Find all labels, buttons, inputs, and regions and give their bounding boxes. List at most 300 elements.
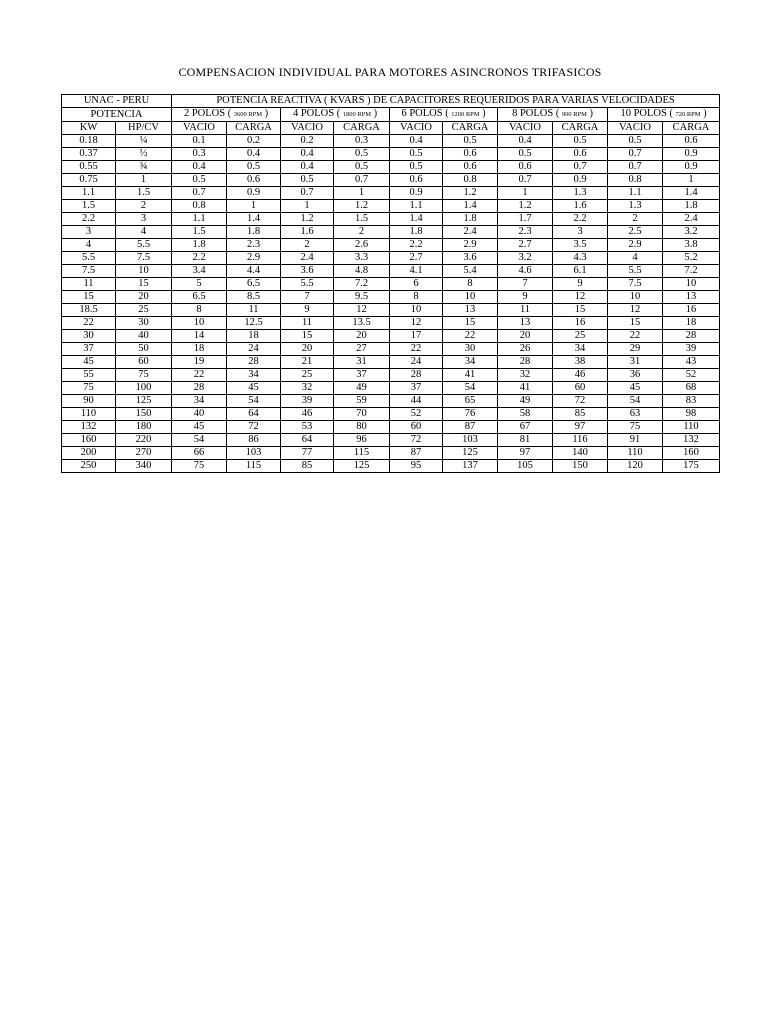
- table-cell: 0.7: [334, 174, 390, 187]
- table-cell: 2.9: [608, 239, 663, 252]
- table-cell: 58: [498, 408, 553, 421]
- table-cell: 90: [62, 395, 116, 408]
- table-cell: 25: [281, 369, 334, 382]
- table-cell: 13.5: [334, 317, 390, 330]
- table-cell: 1.8: [443, 213, 498, 226]
- table-cell: 40: [116, 330, 172, 343]
- table-cell: 1: [498, 187, 553, 200]
- table-cell: 34: [553, 343, 608, 356]
- table-cell: 54: [443, 382, 498, 395]
- table-cell: 12: [553, 291, 608, 304]
- table-cell: 75: [62, 382, 116, 395]
- table-cell: 0.75: [62, 174, 116, 187]
- table-cell: 1.1: [608, 187, 663, 200]
- table-cell: 1: [334, 187, 390, 200]
- pole-header-cell: [608, 108, 720, 122]
- table-cell: 14: [172, 330, 227, 343]
- table-cell: 4.3: [553, 252, 608, 265]
- table-cell: 100: [116, 382, 172, 395]
- table-cell: 1.8: [227, 226, 281, 239]
- table-cell: 18: [172, 343, 227, 356]
- table-cell: 39: [281, 395, 334, 408]
- table-row: [62, 213, 720, 226]
- table-cell: 0.8: [172, 200, 227, 213]
- table-cell: 4.4: [227, 265, 281, 278]
- table-cell: 15: [281, 330, 334, 343]
- table-cell: 26: [498, 343, 553, 356]
- table-cell: 125: [334, 460, 390, 473]
- table-cell: 2.7: [390, 252, 443, 265]
- table-cell: 1: [281, 200, 334, 213]
- table-cell: 72: [553, 395, 608, 408]
- table-cell: 0.7: [281, 187, 334, 200]
- table-row: [62, 187, 720, 200]
- capacitor-table: [61, 94, 720, 473]
- table-cell: 12.5: [227, 317, 281, 330]
- table-cell: 132: [663, 434, 720, 447]
- table-cell: 1.5: [116, 187, 172, 200]
- table-cell: 7.2: [334, 278, 390, 291]
- paren-open: (: [336, 108, 341, 119]
- table-cell: 3.3: [334, 252, 390, 265]
- table-cell: 96: [334, 434, 390, 447]
- column-header: VACIO: [390, 122, 443, 135]
- table-cell: 59: [334, 395, 390, 408]
- table-cell: 9: [553, 278, 608, 291]
- table-cell: 76: [443, 408, 498, 421]
- table-cell: 3: [553, 226, 608, 239]
- table-cell: 5: [172, 278, 227, 291]
- table-row: [62, 252, 720, 265]
- table-cell: 4: [62, 239, 116, 252]
- table-cell: 270: [116, 447, 172, 460]
- table-cell: 6.1: [553, 265, 608, 278]
- pole-header-cell: [281, 108, 390, 122]
- table-cell: 22: [390, 343, 443, 356]
- table-cell: 7.5: [116, 252, 172, 265]
- table-cell: 110: [608, 447, 663, 460]
- table-cell: 8: [172, 304, 227, 317]
- paren-close: ): [703, 108, 707, 119]
- table-cell: 125: [116, 395, 172, 408]
- table-cell: 4.6: [498, 265, 553, 278]
- table-row: [62, 460, 720, 473]
- table-cell: 75: [116, 369, 172, 382]
- table-row: [62, 408, 720, 421]
- table-cell: 1.4: [443, 200, 498, 213]
- table-cell: 2.5: [608, 226, 663, 239]
- table-cell: 1.5: [334, 213, 390, 226]
- table-cell: 75: [608, 421, 663, 434]
- table-cell: 12: [390, 317, 443, 330]
- table-cell: 49: [498, 395, 553, 408]
- table-row: [62, 265, 720, 278]
- org-cell: UNAC - PERU: [62, 95, 172, 108]
- table-row: [62, 291, 720, 304]
- table-cell: 2.4: [663, 213, 720, 226]
- table-cell: 34: [443, 356, 498, 369]
- table-cell: 44: [390, 395, 443, 408]
- table-cell: 7: [281, 291, 334, 304]
- table-cell: 0.4: [281, 161, 334, 174]
- table-cell: 0.37: [62, 148, 116, 161]
- table-cell: 1.8: [390, 226, 443, 239]
- table-cell: 16: [663, 304, 720, 317]
- table-cell: 0.4: [172, 161, 227, 174]
- table-cell: 0.8: [443, 174, 498, 187]
- column-header: CARGA: [227, 122, 281, 135]
- table-cell: 105: [498, 460, 553, 473]
- paren-open: (: [445, 108, 449, 119]
- table-cell: 15: [608, 317, 663, 330]
- table-cell: ¼: [116, 135, 172, 148]
- pole-header-cell: [498, 108, 608, 122]
- table-cell: 28: [663, 330, 720, 343]
- table-cell: 41: [498, 382, 553, 395]
- table-cell: 3.4: [172, 265, 227, 278]
- table-cell: 0.3: [334, 135, 390, 148]
- table-cell: 0.7: [608, 161, 663, 174]
- table-cell: 2.4: [443, 226, 498, 239]
- table-cell: 72: [390, 434, 443, 447]
- pole-label: 4 POLOS: [292, 108, 335, 119]
- table-cell: 200: [62, 447, 116, 460]
- table-cell: 28: [498, 356, 553, 369]
- table-cell: 2.3: [227, 239, 281, 252]
- table-cell: 0.55: [62, 161, 116, 174]
- table-cell: 5.5: [116, 239, 172, 252]
- table-cell: 0.5: [172, 174, 227, 187]
- table-cell: 97: [553, 421, 608, 434]
- column-header: KW: [62, 122, 116, 135]
- rpm-label: 1800 RPM: [342, 111, 372, 118]
- table-cell: 30: [62, 330, 116, 343]
- table-cell: 3: [62, 226, 116, 239]
- table-cell: 6.5: [227, 278, 281, 291]
- table-cell: 75: [172, 460, 227, 473]
- table-cell: 0.5: [334, 161, 390, 174]
- table-cell: 60: [116, 356, 172, 369]
- table-cell: 250: [62, 460, 116, 473]
- table-cell: 0.4: [281, 148, 334, 161]
- table-cell: 5.5: [281, 278, 334, 291]
- table-cell: 86: [227, 434, 281, 447]
- header-row-2: [62, 108, 720, 122]
- table-cell: 1.4: [390, 213, 443, 226]
- table-cell: 8: [443, 278, 498, 291]
- rpm-label: 900 RPM: [561, 111, 587, 118]
- table-cell: 4.8: [334, 265, 390, 278]
- column-header: CARGA: [334, 122, 390, 135]
- table-cell: 1.1: [172, 213, 227, 226]
- table-cell: 103: [443, 434, 498, 447]
- table-row: [62, 226, 720, 239]
- table-cell: 115: [227, 460, 281, 473]
- table-cell: ¾: [116, 161, 172, 174]
- table-cell: 13: [443, 304, 498, 317]
- table-cell: 36: [608, 369, 663, 382]
- table-cell: 25: [553, 330, 608, 343]
- paren-open: (: [555, 108, 560, 119]
- table-cell: 180: [116, 421, 172, 434]
- table-cell: 66: [172, 447, 227, 460]
- table-cell: 1.2: [334, 200, 390, 213]
- table-cell: 38: [553, 356, 608, 369]
- table-row: [62, 239, 720, 252]
- table-cell: 72: [227, 421, 281, 434]
- table-cell: 0.6: [443, 148, 498, 161]
- table-cell: 54: [227, 395, 281, 408]
- table-cell: 2.6: [334, 239, 390, 252]
- paren-close: ): [482, 108, 486, 119]
- table-cell: 85: [553, 408, 608, 421]
- column-header: CARGA: [443, 122, 498, 135]
- table-cell: 52: [390, 408, 443, 421]
- table-cell: 46: [281, 408, 334, 421]
- table-cell: 115: [334, 447, 390, 460]
- table-cell: 132: [62, 421, 116, 434]
- table-cell: 0.3: [172, 148, 227, 161]
- table-row: [62, 161, 720, 174]
- table-cell: 150: [553, 460, 608, 473]
- pole-header-cell: [172, 108, 281, 122]
- table-cell: 6: [390, 278, 443, 291]
- table-cell: 0.4: [227, 148, 281, 161]
- table-cell: 37: [390, 382, 443, 395]
- column-header: CARGA: [553, 122, 608, 135]
- table-cell: 2.7: [498, 239, 553, 252]
- table-cell: 3.2: [663, 226, 720, 239]
- table-cell: 29: [608, 343, 663, 356]
- table-cell: 11: [227, 304, 281, 317]
- table-cell: 81: [498, 434, 553, 447]
- table-cell: 2.2: [553, 213, 608, 226]
- table-cell: 22: [172, 369, 227, 382]
- table-cell: 1.2: [443, 187, 498, 200]
- table-cell: 0.5: [443, 135, 498, 148]
- table-cell: 24: [227, 343, 281, 356]
- table-cell: 19: [172, 356, 227, 369]
- table-row: [62, 330, 720, 343]
- table-cell: 18: [227, 330, 281, 343]
- table-cell: 1: [227, 200, 281, 213]
- table-cell: 15: [116, 278, 172, 291]
- table-cell: 80: [334, 421, 390, 434]
- rpm-label: 720 RPM: [675, 111, 701, 118]
- table-cell: 17: [390, 330, 443, 343]
- table-cell: 1.5: [172, 226, 227, 239]
- table-cell: 0.6: [227, 174, 281, 187]
- table-cell: 12: [334, 304, 390, 317]
- table-cell: 60: [390, 421, 443, 434]
- table-cell: 20: [116, 291, 172, 304]
- table-cell: 98: [663, 408, 720, 421]
- table-cell: 28: [227, 356, 281, 369]
- table-cell: 0.9: [390, 187, 443, 200]
- table-cell: 1: [663, 174, 720, 187]
- table-cell: 63: [608, 408, 663, 421]
- table-cell: 30: [443, 343, 498, 356]
- table-cell: 24: [390, 356, 443, 369]
- table-cell: 9: [498, 291, 553, 304]
- table-cell: 0.1: [172, 135, 227, 148]
- table-cell: 2.3: [498, 226, 553, 239]
- table-cell: 28: [172, 382, 227, 395]
- table-cell: 5.4: [443, 265, 498, 278]
- table-cell: 39: [663, 343, 720, 356]
- table-cell: 1.8: [172, 239, 227, 252]
- table-cell: 4: [116, 226, 172, 239]
- paren-close: ): [589, 108, 593, 119]
- table-cell: 2.9: [443, 239, 498, 252]
- table-cell: 16: [553, 317, 608, 330]
- table-cell: 140: [553, 447, 608, 460]
- table-cell: 0.5: [281, 174, 334, 187]
- table-cell: 13: [663, 291, 720, 304]
- table-cell: 110: [663, 421, 720, 434]
- table-cell: 65: [443, 395, 498, 408]
- table-cell: 8.5: [227, 291, 281, 304]
- table-cell: 0.6: [498, 161, 553, 174]
- rpm-label: 3600 RPM: [233, 111, 263, 118]
- table-cell: 18.5: [62, 304, 116, 317]
- table-cell: 0.9: [553, 174, 608, 187]
- table-cell: 0.5: [227, 161, 281, 174]
- paren-open: (: [669, 108, 673, 119]
- table-cell: 31: [334, 356, 390, 369]
- table-cell: 0.7: [608, 148, 663, 161]
- table-cell: 45: [62, 356, 116, 369]
- table-cell: 4: [608, 252, 663, 265]
- table-cell: 2.9: [227, 252, 281, 265]
- table-cell: 3.6: [443, 252, 498, 265]
- table-cell: 15: [443, 317, 498, 330]
- pole-label: 8 POLOS: [512, 108, 554, 119]
- table-cell: 20: [498, 330, 553, 343]
- table-cell: 50: [116, 343, 172, 356]
- table-cell: 0.9: [227, 187, 281, 200]
- table-cell: 25: [116, 304, 172, 317]
- table-cell: 116: [553, 434, 608, 447]
- table-cell: 52: [663, 369, 720, 382]
- table-cell: 60: [553, 382, 608, 395]
- table-cell: 3.8: [663, 239, 720, 252]
- table-cell: 0.5: [498, 148, 553, 161]
- table-cell: 7.5: [608, 278, 663, 291]
- table-cell: 9.5: [334, 291, 390, 304]
- table-cell: 87: [390, 447, 443, 460]
- table-cell: 9: [281, 304, 334, 317]
- table-cell: 77: [281, 447, 334, 460]
- table-cell: 53: [281, 421, 334, 434]
- table-cell: 87: [443, 421, 498, 434]
- table-row: [62, 148, 720, 161]
- table-cell: 8: [390, 291, 443, 304]
- table-cell: 3: [116, 213, 172, 226]
- pole-label: 2 POLOS: [183, 108, 226, 119]
- table-cell: 20: [281, 343, 334, 356]
- table-cell: 0.7: [172, 187, 227, 200]
- table-row: [62, 278, 720, 291]
- table-row: [62, 434, 720, 447]
- table-cell: 10: [116, 265, 172, 278]
- table-cell: 0.7: [553, 161, 608, 174]
- table-cell: 2: [281, 239, 334, 252]
- pole-header-cell: [390, 108, 498, 122]
- column-header: CARGA: [663, 122, 720, 135]
- table-cell: 1.5: [62, 200, 116, 213]
- table-row: [62, 304, 720, 317]
- table-cell: 4.1: [390, 265, 443, 278]
- table-cell: 220: [116, 434, 172, 447]
- table-cell: 1: [116, 174, 172, 187]
- pole-label: 6 POLOS: [401, 108, 443, 119]
- table-cell: 67: [498, 421, 553, 434]
- main-header-cell: POTENCIA REACTIVA ( KVARS ) DE CAPACITORES REQUERIDOS PARA VARIAS VELOCIDADES: [172, 95, 720, 108]
- table-cell: 175: [663, 460, 720, 473]
- table-cell: 2.2: [390, 239, 443, 252]
- table-cell: 30: [116, 317, 172, 330]
- table-cell: 0.5: [608, 135, 663, 148]
- table-cell: 45: [227, 382, 281, 395]
- table-cell: 10: [390, 304, 443, 317]
- table-cell: 13: [498, 317, 553, 330]
- table-cell: 6.5: [172, 291, 227, 304]
- table-cell: 95: [390, 460, 443, 473]
- table-cell: 0.5: [390, 148, 443, 161]
- header-row-1: [62, 95, 720, 108]
- table-cell: 3.2: [498, 252, 553, 265]
- table-cell: 0.4: [390, 135, 443, 148]
- table-cell: 15: [553, 304, 608, 317]
- table-row: [62, 174, 720, 187]
- potencia-header-cell: POTENCIA: [62, 108, 172, 122]
- table-cell: 32: [498, 369, 553, 382]
- table-cell: 11: [498, 304, 553, 317]
- pole-label: 10 POLOS: [620, 108, 667, 119]
- header-row-3: [62, 122, 720, 135]
- table-cell: 70: [334, 408, 390, 421]
- table-cell: 11: [281, 317, 334, 330]
- table-cell: 32: [281, 382, 334, 395]
- table-cell: 34: [227, 369, 281, 382]
- table-cell: 0.2: [281, 135, 334, 148]
- table-cell: 97: [498, 447, 553, 460]
- table-cell: 1.1: [390, 200, 443, 213]
- table-cell: 54: [608, 395, 663, 408]
- column-header: VACIO: [281, 122, 334, 135]
- table-cell: 10: [608, 291, 663, 304]
- table-cell: 15: [62, 291, 116, 304]
- table-cell: 27: [334, 343, 390, 356]
- table-cell: 10: [443, 291, 498, 304]
- table-cell: 64: [281, 434, 334, 447]
- table-cell: 91: [608, 434, 663, 447]
- table-cell: 1.4: [663, 187, 720, 200]
- table-cell: 54: [172, 434, 227, 447]
- table-cell: 1.3: [608, 200, 663, 213]
- table-cell: 0.7: [498, 174, 553, 187]
- table-row: [62, 135, 720, 148]
- table-cell: 68: [663, 382, 720, 395]
- table-cell: 12: [608, 304, 663, 317]
- table-cell: 110: [62, 408, 116, 421]
- table-cell: 64: [227, 408, 281, 421]
- table-cell: ½: [116, 148, 172, 161]
- table-cell: 2: [116, 200, 172, 213]
- table-cell: 37: [62, 343, 116, 356]
- table-cell: 0.8: [608, 174, 663, 187]
